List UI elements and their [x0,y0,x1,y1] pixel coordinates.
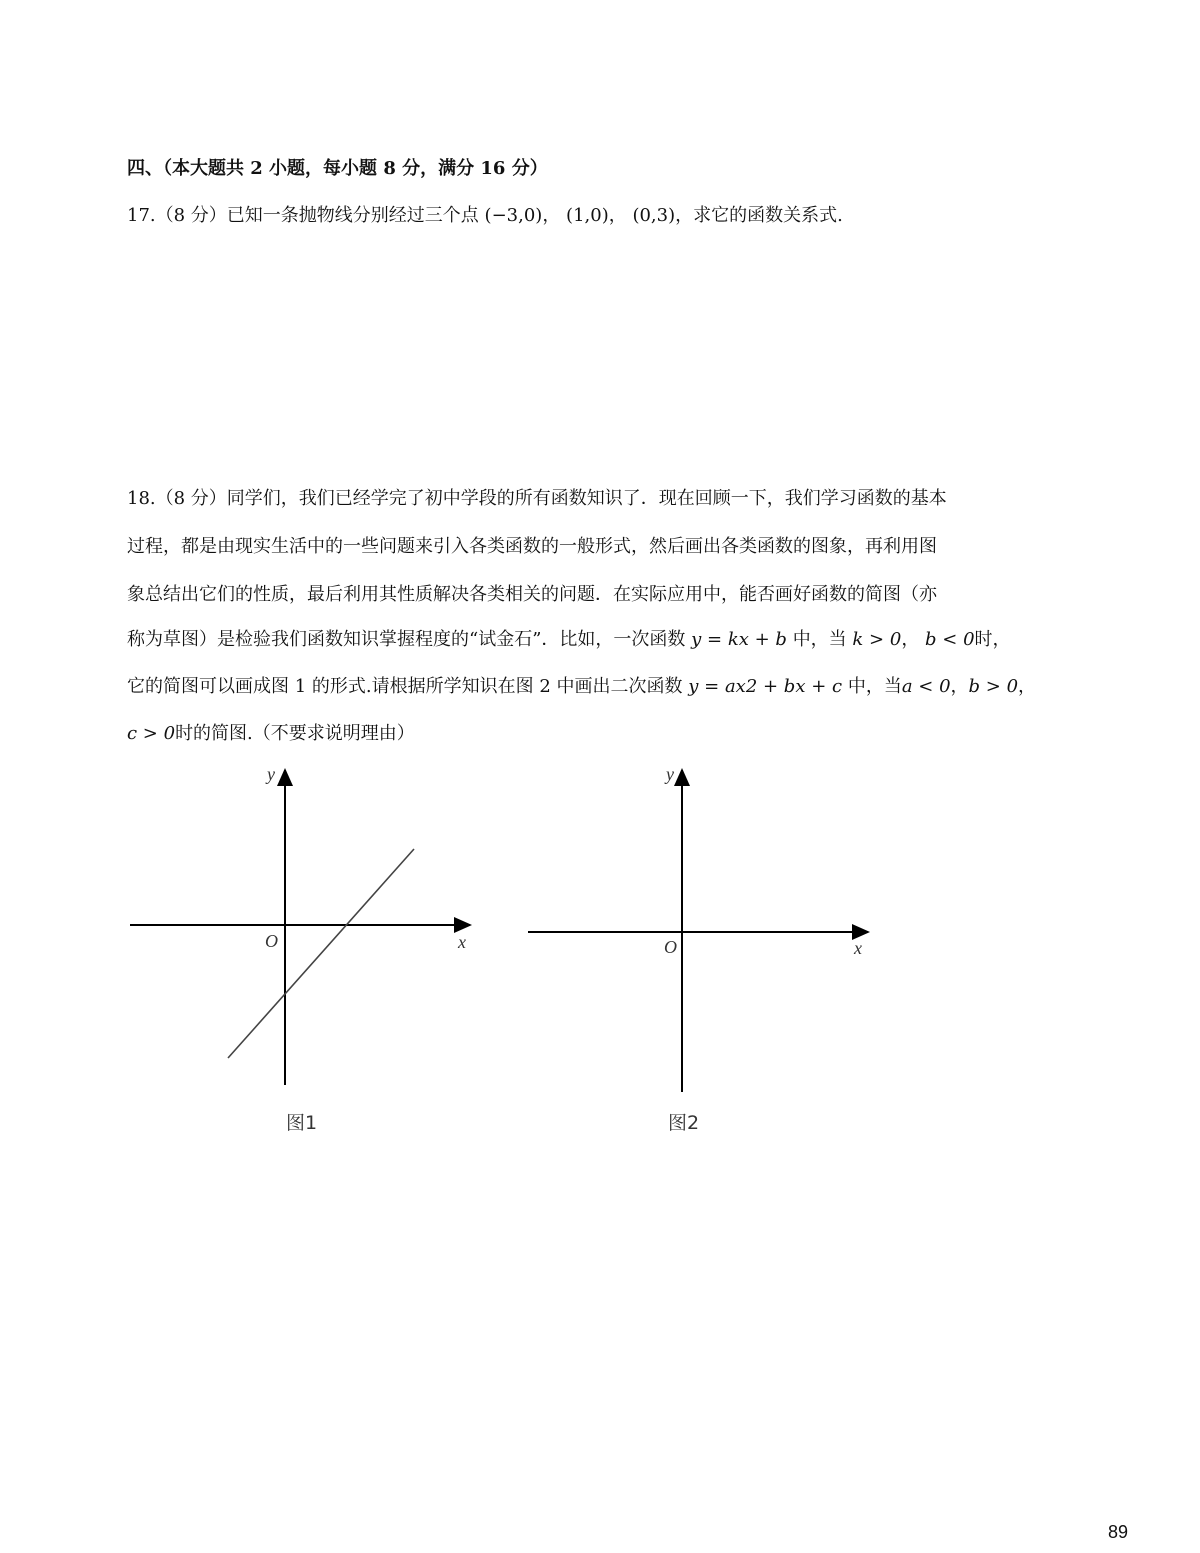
q18-line-2: 过程，都是由现实生活中的一些问题来引入各类函数的一般形式，然后画出各类函数的图象，再利用图 [127,536,937,557]
condition-c: c > 0 [127,723,176,744]
condition-b2: b > 0 [968,676,1019,697]
q17-point-3: (0,3) [632,205,676,226]
figure-1-x-label: x [458,932,466,952]
section-header: 四、（本大题共 2 小题，每小题 8 分，满分 16 分） [127,158,548,179]
figure-2-x-label: x [854,938,862,958]
q17-point-1: (−3,0) [484,205,543,226]
condition-b: b < 0 [925,629,975,650]
q18-line-4-c: 时， [974,629,1011,650]
figure-1 [125,760,485,1100]
figure-1-caption: 图1 [286,1112,318,1134]
q17-text: 17.（8 分）已知一条抛物线分别经过三个点 [127,205,479,226]
linear-function-formula: y = kx + b [691,629,787,650]
q18-line-5-sep-2: ， [1018,676,1037,697]
q18-line-6-tail: 时的简图.（不要求说明理由） [175,723,415,744]
q18-line-4-b: 中，当 [792,629,847,650]
figure-2-caption: 图2 [668,1112,700,1134]
page-number: 89 [1108,1522,1129,1542]
figure-1-line-graph [228,849,414,1058]
q18-line-4 [127,628,1011,652]
q18-line-6 [127,722,415,746]
q18-line-5-sep-1: ， [950,676,969,697]
q17-sep-2: ， [608,205,627,226]
q17-tail: ，求它的函数关系式. [675,205,843,226]
quadratic-function-formula: y = ax2 + bx + c [688,676,843,697]
q17-sep-1: ， [542,205,561,226]
q17-point-2: (1,0) [566,205,609,226]
q18-line-5-b: 中，当 [847,676,902,697]
figure-1-origin-label: O [265,931,278,951]
q18-line-1: 18.（8 分）同学们，我们已经学完了初中学段的所有函数知识了．现在回顾一下，我们学习函数的基本 [127,488,947,509]
figure-1-y-label: y [267,764,275,784]
figure-2 [523,760,883,1100]
q18-line-5-a: 它的简图可以画成图 1 的形式.请根据所学知识在图 2 中画出二次函数 [127,676,683,697]
question-17 [127,204,843,228]
condition-a: a < 0 [901,676,951,697]
condition-k: k > 0 [852,629,902,650]
q18-line-3: 象总结出它们的性质，最后利用其性质解决各类相关的问题．在实际应用中，能否画好函数的简图（亦 [127,584,937,605]
figure-2-y-label: y [666,764,674,784]
q18-line-5 [127,675,1036,699]
q18-line-4-a: 称为草图）是检验我们函数知识掌握程度的“试金石”．比如，一次函数 [127,629,686,650]
figure-2-origin-label: O [664,937,677,957]
q18-line-4-sep: ， [901,629,920,650]
